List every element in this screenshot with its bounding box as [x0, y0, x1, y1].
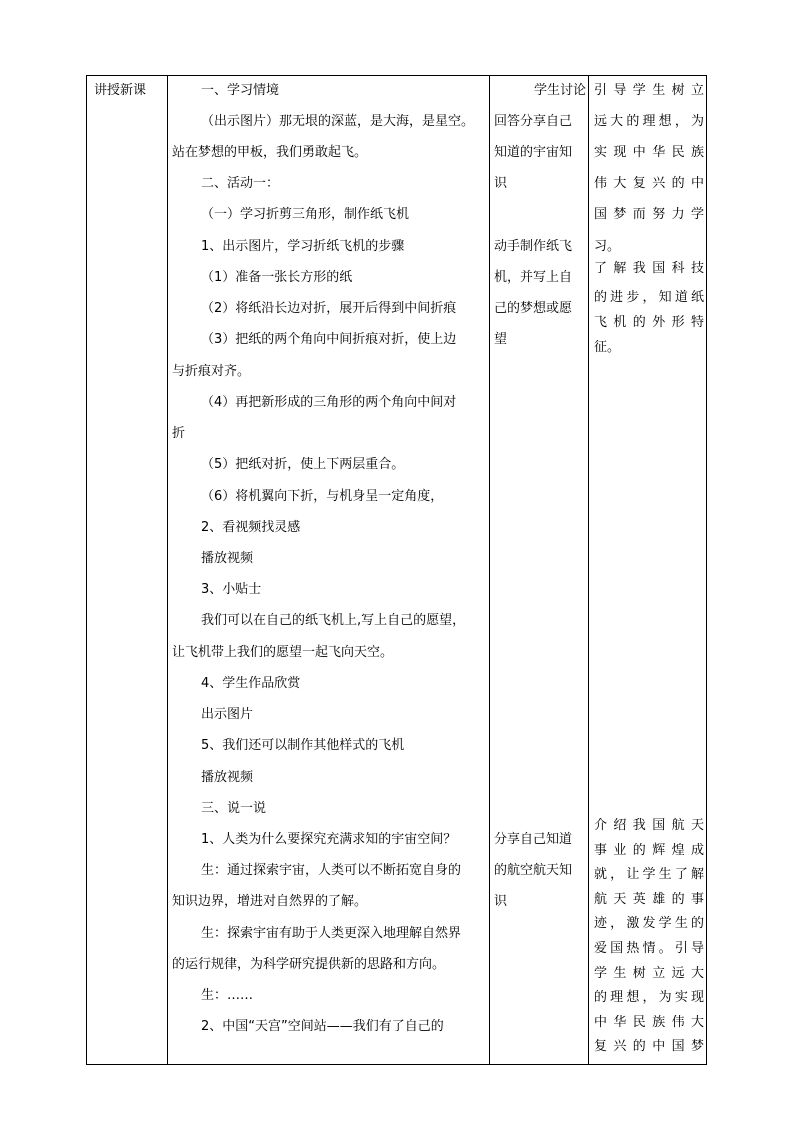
- column-divider: [588, 75, 589, 1065]
- content-line: （1）准备一张长方形的纸: [201, 270, 353, 285]
- content-line: 生：……: [201, 988, 254, 1003]
- activity-line: 识: [494, 176, 508, 191]
- intent-line: 实现中华民族: [594, 145, 704, 160]
- content-line: 3、小贴士: [201, 582, 262, 597]
- intent-line: 引导学生树立: [594, 83, 704, 98]
- intent-line: 习。: [594, 239, 621, 254]
- content-line: 4、学生作品欣赏: [201, 676, 301, 691]
- content-line: 5、我们还可以制作其他样式的飞机: [201, 738, 405, 753]
- column-divider: [489, 75, 490, 1065]
- content-line: 出示图片: [201, 707, 254, 722]
- intent-line: 爱国热情。引导: [594, 941, 704, 956]
- intent-line: 介绍我国航天: [594, 818, 704, 833]
- intent-line: 飞机的外形特: [594, 315, 704, 330]
- content-line: （出示图片）那无垠的深蓝，是大海，是星空。: [201, 114, 475, 129]
- column-divider: [167, 75, 168, 1065]
- content-line: 生：探索宇宙有助于人类更深入地理解自然界: [201, 926, 462, 941]
- content-line: 2、中国“天宫”空间站——我们有了自己的: [201, 1019, 444, 1034]
- content-line: 知识边界，增进对自然界的了解。: [172, 894, 368, 909]
- intent-line: 中华民族伟大: [594, 1015, 704, 1030]
- intent-line: 的进步，知道纸: [594, 290, 704, 305]
- intent-line: 事业的辉煌成: [594, 843, 704, 858]
- content-line: （6）将机翼向下折，与机身呈一定角度，: [201, 489, 444, 504]
- content-line: 2、看视频找灵感: [201, 520, 301, 535]
- activity-line: 识: [494, 894, 508, 909]
- intent-line: 伟大复兴的中: [594, 176, 704, 191]
- intent-line: 远大的理想，为: [594, 114, 704, 129]
- content-line: 1、人类为什么要探究充满求知的宇宙空间？: [201, 832, 457, 847]
- content-line: 与折痕对齐。: [172, 364, 251, 379]
- intent-line: 学生树立远大: [594, 966, 704, 981]
- content-line: （5）把纸对折，使上下两层重合。: [201, 457, 405, 472]
- intent-line: 迹，激发学生的: [594, 916, 704, 931]
- activity-line: 分享自己知道: [494, 832, 573, 847]
- content-line: 三、说一说: [201, 801, 267, 816]
- activity-line: 机，并写上自: [494, 270, 573, 285]
- intent-line: 复兴的中国梦: [594, 1039, 704, 1054]
- activity-line: 学生讨论: [533, 83, 586, 98]
- content-line: 的运行规律，为科学研究提供新的思路和方向。: [172, 957, 446, 972]
- content-line: 我们可以在自己的纸飞机上,写上自己的愿望，: [201, 613, 466, 628]
- intent-line: 的理想，为实现: [594, 990, 704, 1005]
- content-line: （3）把纸的两个角向中间折痕对折，使上边: [201, 332, 457, 347]
- intent-line: 航天英雄的事: [594, 892, 704, 907]
- content-line: 1、出示图片，学习折纸飞机的步骤: [201, 239, 405, 254]
- content-line: （4）再把新形成的三角形的两个角向中间对: [201, 395, 457, 410]
- content-line: 一、学习情境: [201, 83, 280, 98]
- section-label: 讲授新课: [94, 83, 147, 98]
- content-line: 折: [172, 426, 186, 441]
- activity-line: 动手制作纸飞: [494, 239, 573, 254]
- content-line: 站在梦想的甲板，我们勇敢起飞。: [172, 145, 368, 160]
- intent-line: 就，让学生了解: [594, 867, 704, 882]
- intent-line: 了解我国科技: [594, 261, 704, 276]
- activity-line: 望: [494, 332, 508, 347]
- content-line: 让飞机带上我们的愿望一起飞向天空。: [172, 645, 394, 660]
- content-line: 二、活动一：: [201, 176, 280, 191]
- activity-line: 知道的宇宙知: [494, 145, 573, 160]
- activity-line: 的航空航天知: [494, 863, 573, 878]
- content-line: （一）学习折剪三角形，制作纸飞机: [201, 207, 410, 222]
- intent-line: 征。: [594, 340, 621, 355]
- activity-line: 回答分享自己: [494, 114, 573, 129]
- content-line: 生：通过探索宇宙，人类可以不断拓宽自身的: [201, 863, 462, 878]
- content-line: 播放视频: [201, 551, 254, 566]
- activity-line: 己的梦想或愿: [494, 301, 573, 316]
- content-line: 播放视频: [201, 770, 254, 785]
- intent-line: 国梦而努力学: [594, 207, 704, 222]
- content-line: （2）将纸沿长边对折，展开后得到中间折痕: [201, 301, 457, 316]
